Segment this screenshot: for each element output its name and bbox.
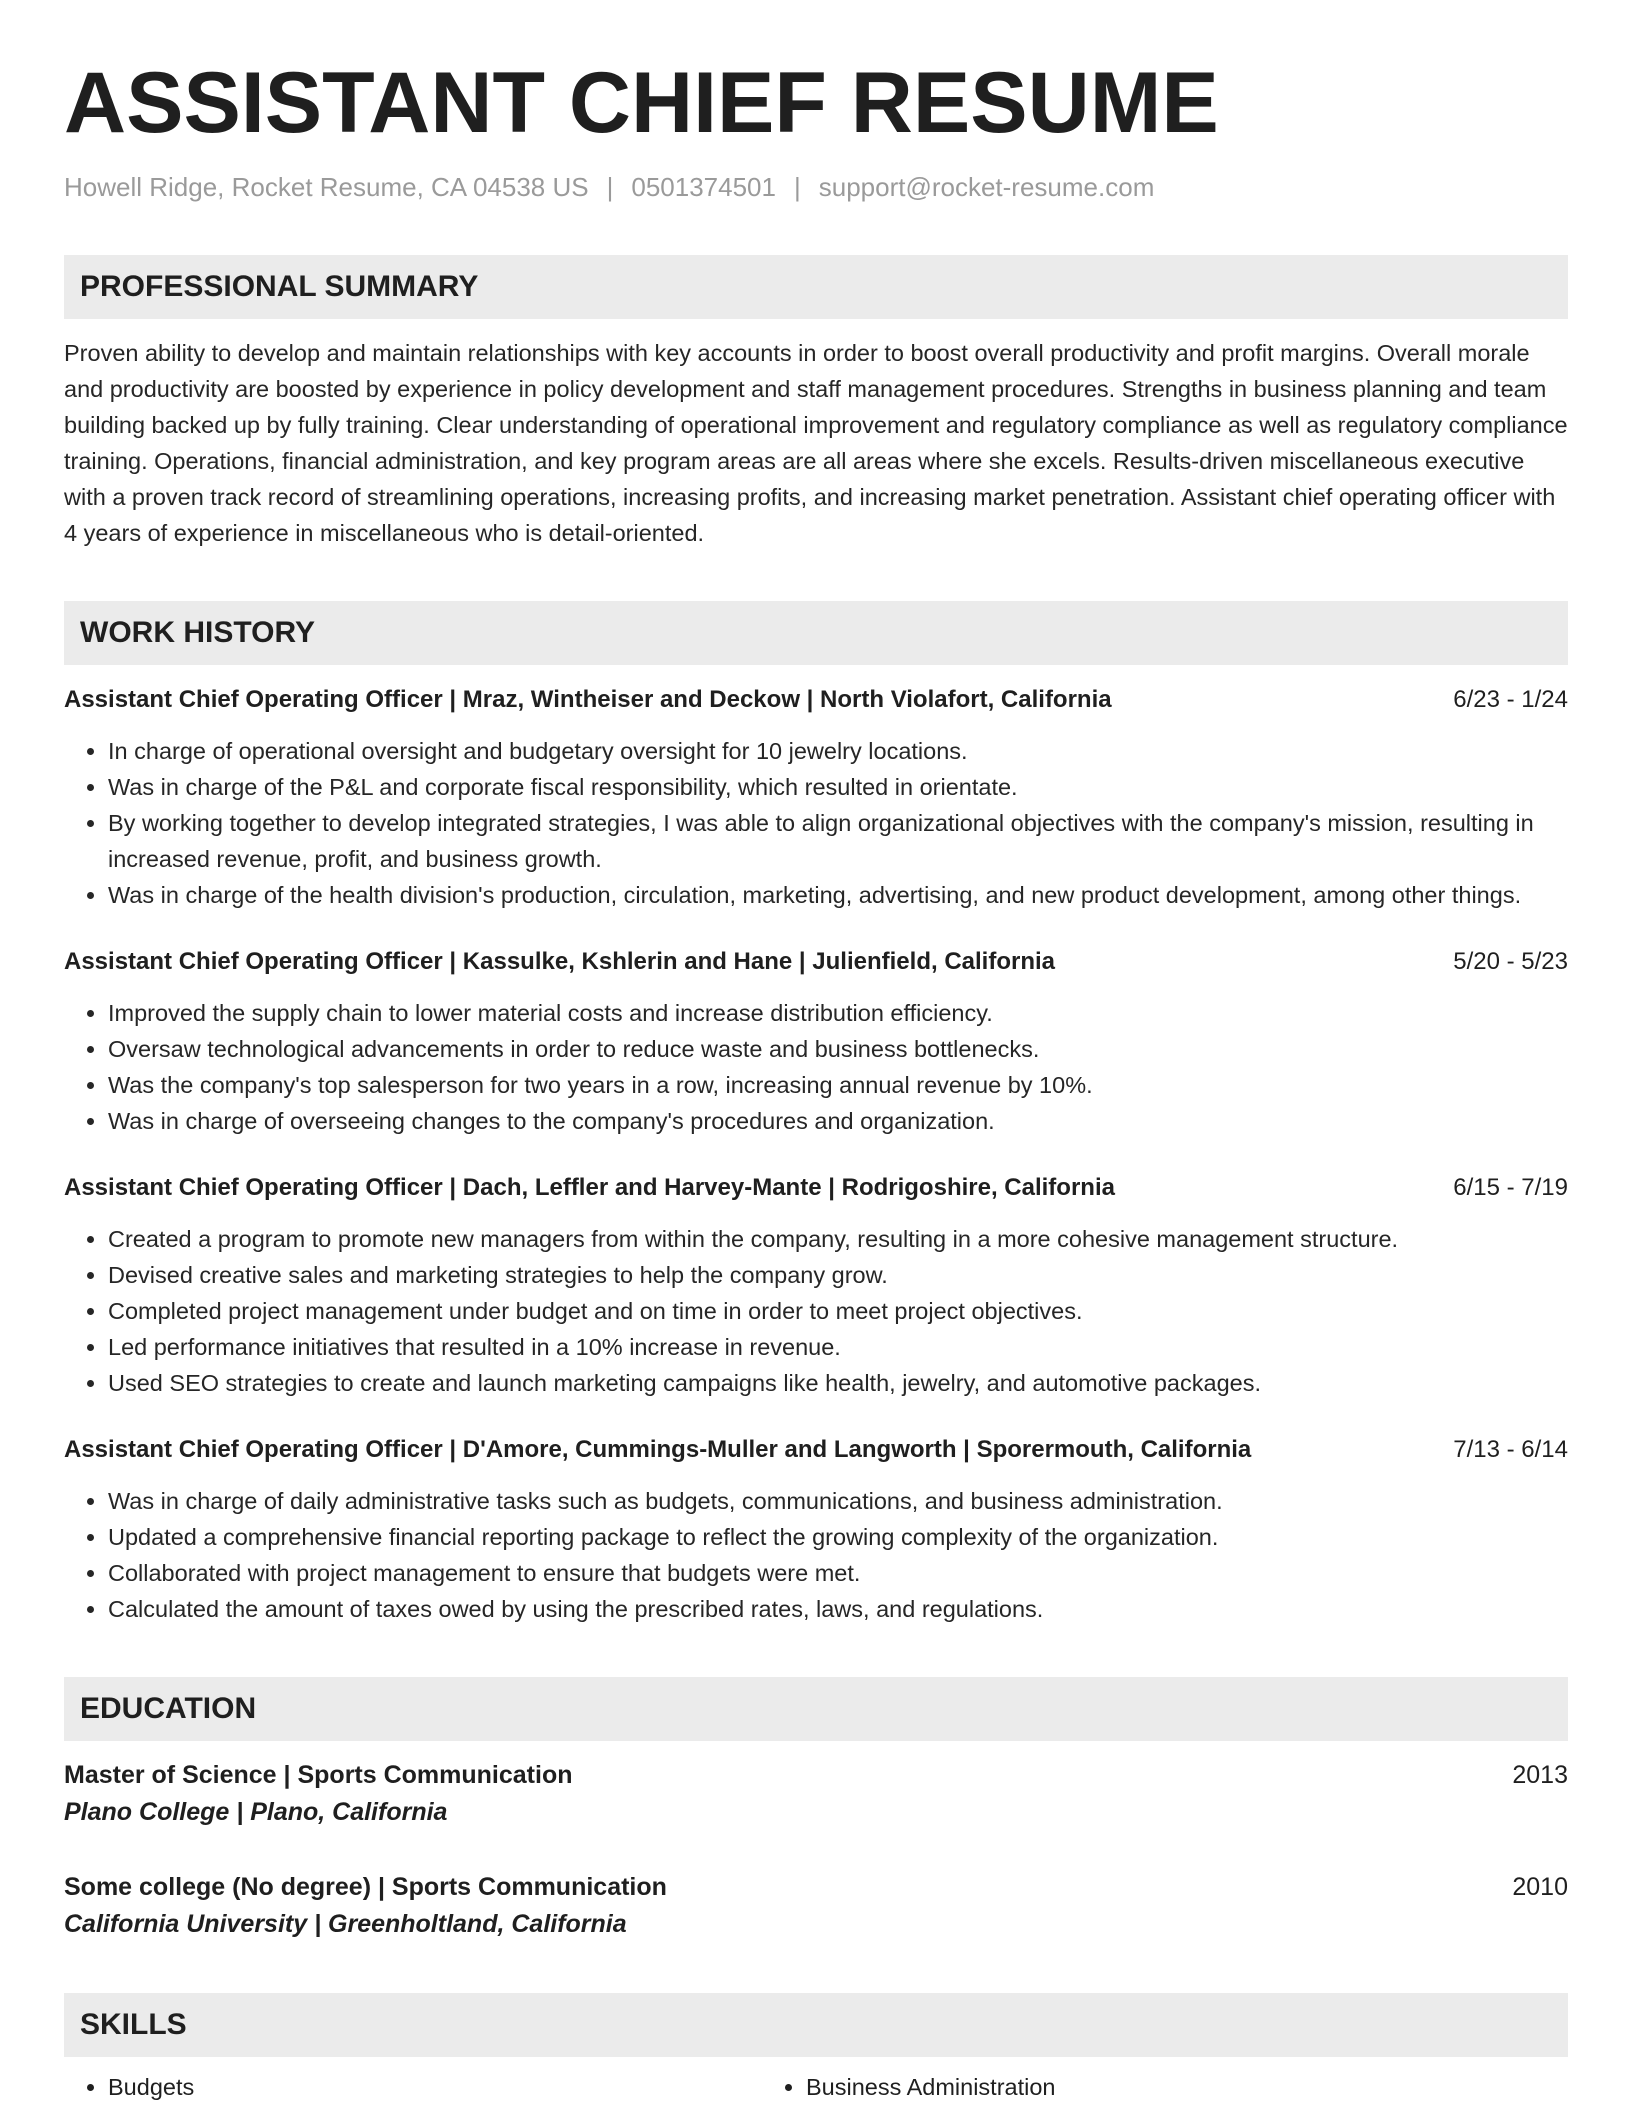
education-header — [64, 1757, 1568, 1793]
job-bullet-list — [64, 1483, 1568, 1627]
education-degree: Master of Science | Sports Communication — [64, 1761, 573, 1790]
section-heading-skills: SKILLS — [64, 1993, 1568, 2057]
job-title: Assistant Chief Operating Officer | Mraz, Wintheiser and Deckow | North Violafort, California — [64, 686, 1112, 714]
skills-column — [762, 2069, 1460, 2105]
job-title: Assistant Chief Operating Officer | D'Amore, Cummings-Muller and Langworth | Sporermouth, California — [64, 1436, 1252, 1464]
job-bullet: • Was in charge of the health division's production, circulation, marketing, advertising, and new product development, among other things. — [108, 877, 1568, 913]
skill-item: • Budgets — [108, 2069, 762, 2105]
section-heading-summary: PROFESSIONAL SUMMARY — [64, 255, 1568, 319]
job-bullet-list — [64, 995, 1568, 1139]
job-header — [64, 945, 1568, 979]
summary-text: Proven ability to develop and maintain relationships with key accounts in order to boost overall productivity and profit margins. Overall morale and productivity are boosted by experience in policy development and staff management procedures. Strengths in business planning and team building backed up by fully training. Clear understanding of operational improvement and regulatory compliance as well as regulatory compliance training. Operations, financial administration, and key program areas are all areas where she excels. Results-driven miscellaneous executive with a proven track record of streamlining operations, increasing profits, and increasing market penetration. Assistant chief operating officer with 4 years of experience in miscellaneous who is detail-oriented. — [64, 340, 1568, 547]
contact-phone: 0501374501 — [631, 172, 776, 202]
job-bullet-list — [64, 733, 1568, 913]
education-list — [64, 1757, 1568, 1943]
education-entry — [64, 1757, 1568, 1831]
skill-item: • Business Administration — [806, 2069, 1460, 2105]
job-header — [64, 683, 1568, 717]
resume-title: ASSISTANT CHIEF RESUME — [64, 55, 1219, 151]
job-bullet: • Created a program to promote new managers from within the company, resulting in a more cohesive management structure. — [108, 1221, 1568, 1257]
job-bullet: • Was in charge of daily administrative tasks such as budgets, communications, and business administration. — [108, 1483, 1568, 1519]
education-school: Plano College | Plano, California — [64, 1798, 448, 1827]
contact-separator: | — [793, 172, 801, 202]
job-bullet: • Collaborated with project management to ensure that budgets were met. — [108, 1555, 1568, 1591]
job-entry — [64, 945, 1568, 1139]
job-bullet: • Improved the supply chain to lower material costs and increase distribution efficiency. — [108, 995, 1568, 1031]
job-entry — [64, 683, 1568, 913]
contact-address: Howell Ridge, Rocket Resume, CA 04538 US — [64, 172, 589, 202]
job-bullet: • Led performance initiatives that resulted in a 10% increase in revenue. — [108, 1329, 1568, 1365]
job-bullet: • In charge of operational oversight and budgetary oversight for 10 jewelry locations. — [108, 733, 1568, 769]
job-header — [64, 1171, 1568, 1205]
job-bullet: • Used SEO strategies to create and launch marketing campaigns like health, jewelry, and automotive packages. — [108, 1365, 1568, 1401]
contact-email: support@rocket-resume.com — [818, 172, 1155, 202]
job-bullet: • Was the company's top salesperson for two years in a row, increasing annual revenue by 10%. — [108, 1067, 1568, 1103]
job-bullet: • By working together to develop integrated strategies, I was able to align organizational objectives with the company's mission, resulting in increased revenue, profit, and business growth. — [108, 805, 1568, 877]
education-year: 2010 — [1512, 1873, 1568, 1902]
education-entry — [64, 1869, 1568, 1943]
education-year: 2013 — [1512, 1761, 1568, 1790]
section-heading-work: WORK HISTORY — [64, 601, 1568, 665]
education-degree: Some college (No degree) | Sports Communication — [64, 1873, 667, 1902]
job-bullet: • Completed project management under budget and on time in order to meet project objectives. — [108, 1293, 1568, 1329]
job-bullet: • Was in charge of overseeing changes to the company's procedures and organization. — [108, 1103, 1568, 1139]
education-school: California University | Greenholtland, California — [64, 1910, 627, 1939]
section-heading-education: EDUCATION — [64, 1677, 1568, 1741]
job-bullet: • Was in charge of the P&L and corporate fiscal responsibility, which resulted in orientate. — [108, 769, 1568, 805]
job-date: 7/13 - 6/14 — [1453, 1436, 1568, 1464]
job-bullet: • Calculated the amount of taxes owed by using the prescribed rates, laws, and regulations. — [108, 1591, 1568, 1627]
skills-column — [64, 2069, 762, 2105]
job-date: 6/15 - 7/19 — [1453, 1174, 1568, 1202]
job-entry — [64, 1433, 1568, 1627]
job-title: Assistant Chief Operating Officer | Kassulke, Kshlerin and Hane | Julienfield, California — [64, 948, 1055, 976]
job-bullet: • Oversaw technological advancements in order to reduce waste and business bottlenecks. — [108, 1031, 1568, 1067]
job-bullet: • Updated a comprehensive financial reporting package to reflect the growing complexity of the organization. — [108, 1519, 1568, 1555]
job-header — [64, 1433, 1568, 1467]
job-bullet-list — [64, 1221, 1568, 1401]
job-bullet: • Devised creative sales and marketing strategies to help the company grow. — [108, 1257, 1568, 1293]
job-entry — [64, 1171, 1568, 1401]
job-title: Assistant Chief Operating Officer | Dach, Leffler and Harvey-Mante | Rodrigoshire, California — [64, 1174, 1115, 1202]
job-date: 6/23 - 1/24 — [1453, 686, 1568, 714]
skills-list — [64, 2069, 1568, 2105]
job-date: 5/20 - 5/23 — [1453, 948, 1568, 976]
contact-line — [64, 172, 1568, 203]
contact-separator: | — [606, 172, 614, 202]
education-header — [64, 1869, 1568, 1905]
work-history-list — [64, 683, 1568, 1627]
